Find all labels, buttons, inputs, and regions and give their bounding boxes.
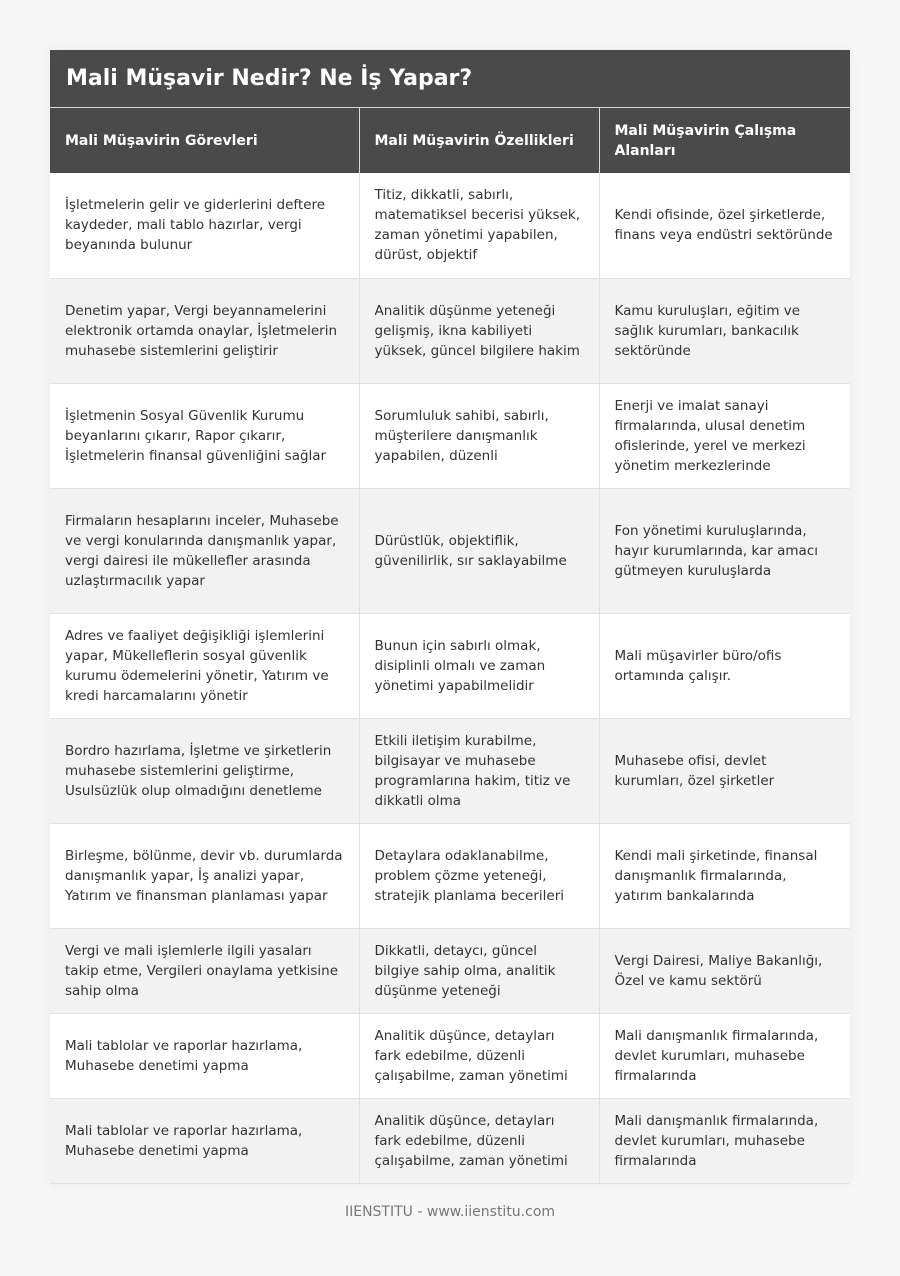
cell-work-areas: Mali danışmanlık firmalarında, devlet kurumları, muhasebe firmalarında [599,1098,850,1183]
cell-duties: İşletmelerin gelir ve giderlerini deftere kaydeder, mali tablo hazırlar, vergi beyanında bulunur [50,173,359,278]
table-row [50,1098,850,1183]
cell-qualities: Bunun için sabırlı olmak, disiplinli olmalı ve zaman yönetimi yapabilmelidir [359,613,599,718]
info-table [50,108,850,1184]
cell-work-areas: Mali danışmanlık firmalarında, devlet kurumları, muhasebe firmalarında [599,1013,850,1098]
column-header-qualities: Mali Müşavirin Özellikleri [359,108,599,173]
cell-work-areas: Fon yönetimi kuruluşlarında, hayır kurumlarında, kar amacı gütmeyen kuruluşlarda [599,488,850,613]
table-row [50,173,850,278]
cell-duties: Firmaların hesaplarını inceler, Muhasebe ve vergi konularında danışmanlık yapar, vergi dairesi ile mükellefler arasında uzlaştırmacılık yapar [50,488,359,613]
cell-work-areas: Mali müşavirler büro/ofis ortamında çalışır. [599,613,850,718]
cell-work-areas: Vergi Dairesi, Maliye Bakanlığı, Özel ve kamu sektörü [599,928,850,1013]
cell-qualities: Sorumluluk sahibi, sabırlı, müşterilere danışmanlık yapabilen, düzenli [359,383,599,488]
cell-work-areas: Muhasebe ofisi, devlet kurumları, özel şirketler [599,718,850,823]
cell-qualities: Titiz, dikkatli, sabırlı, matematiksel becerisi yüksek, zaman yönetimi yapabilen, dürüst, objektif [359,173,599,278]
table-row [50,928,850,1013]
cell-duties: Mali tablolar ve raporlar hazırlama, Muhasebe denetimi yapma [50,1098,359,1183]
footer-credit: IIENSTITU - www.iienstitu.com [344,1204,556,1220]
table-row [50,613,850,718]
cell-qualities: Analitik düşünce, detayları fark edebilme, düzenli çalışabilme, zaman yönetimi [359,1098,599,1183]
cell-qualities: Detaylara odaklanabilme, problem çözme yeteneği, stratejik planlama becerileri [359,823,599,928]
cell-duties: Bordro hazırlama, İşletme ve şirketlerin muhasebe sistemlerini geliştirme, Usulsüzlük olup olmadığını denetleme [50,718,359,823]
cell-duties: İşletmenin Sosyal Güvenlik Kurumu beyanlarını çıkarır, Rapor çıkarır, İşletmelerin finansal güvenliğini sağlar [50,383,359,488]
cell-work-areas: Kendi mali şirketinde, finansal danışmanlık firmalarında, yatırım bankalarında [599,823,850,928]
info-table-card [50,50,850,1184]
table-row [50,823,850,928]
table-row [50,718,850,823]
cell-qualities: Analitik düşünme yeteneği gelişmiş, ikna kabiliyeti yüksek, güncel bilgilere hakim [359,278,599,383]
cell-qualities: Dürüstlük, objektiflik, güvenilirlik, sır saklayabilme [359,488,599,613]
table-row [50,1013,850,1098]
header-row [50,108,850,173]
cell-qualities: Dikkatli, detaycı, güncel bilgiye sahip olma, analitik düşünme yeteneği [359,928,599,1013]
cell-duties: Mali tablolar ve raporlar hazırlama, Muhasebe denetimi yapma [50,1013,359,1098]
table-row [50,383,850,488]
table-row [50,488,850,613]
table-row [50,278,850,383]
column-header-duties: Mali Müşavirin Görevleri [50,108,359,173]
cell-work-areas: Kendi ofisinde, özel şirketlerde, finans veya endüstri sektöründe [599,173,850,278]
cell-work-areas: Enerji ve imalat sanayi firmalarında, ulusal denetim ofislerinde, yerel ve merkezi yönetim merkezlerinde [599,383,850,488]
cell-duties: Birleşme, bölünme, devir vb. durumlarda danışmanlık yapar, İş analizi yapar, Yatırım ve finansman planlaması yapar [50,823,359,928]
cell-duties: Vergi ve mali işlemlerle ilgili yasaları takip etme, Vergileri onaylama yetkisine sahip olma [50,928,359,1013]
cell-duties: Adres ve faaliyet değişikliği işlemlerini yapar, Mükelleflerin sosyal güvenlik kurumu ödemelerini yönetir, Yatırım ve kredi harcamalarını yönetir [50,613,359,718]
column-header-work-areas: Mali Müşavirin Çalışma Alanları [599,108,850,173]
table-title: Mali Müşavir Nedir? Ne İş Yapar? [50,50,850,108]
cell-qualities: Etkili iletişim kurabilme, bilgisayar ve muhasebe programlarına hakim, titiz ve dikkatli olma [359,718,599,823]
cell-work-areas: Kamu kuruluşları, eğitim ve sağlık kurumları, bankacılık sektöründe [599,278,850,383]
cell-duties: Denetim yapar, Vergi beyannamelerini elektronik ortamda onaylar, İşletmelerin muhasebe sistemlerini geliştirir [50,278,359,383]
cell-qualities: Analitik düşünce, detayları fark edebilme, düzenli çalışabilme, zaman yönetimi [359,1013,599,1098]
